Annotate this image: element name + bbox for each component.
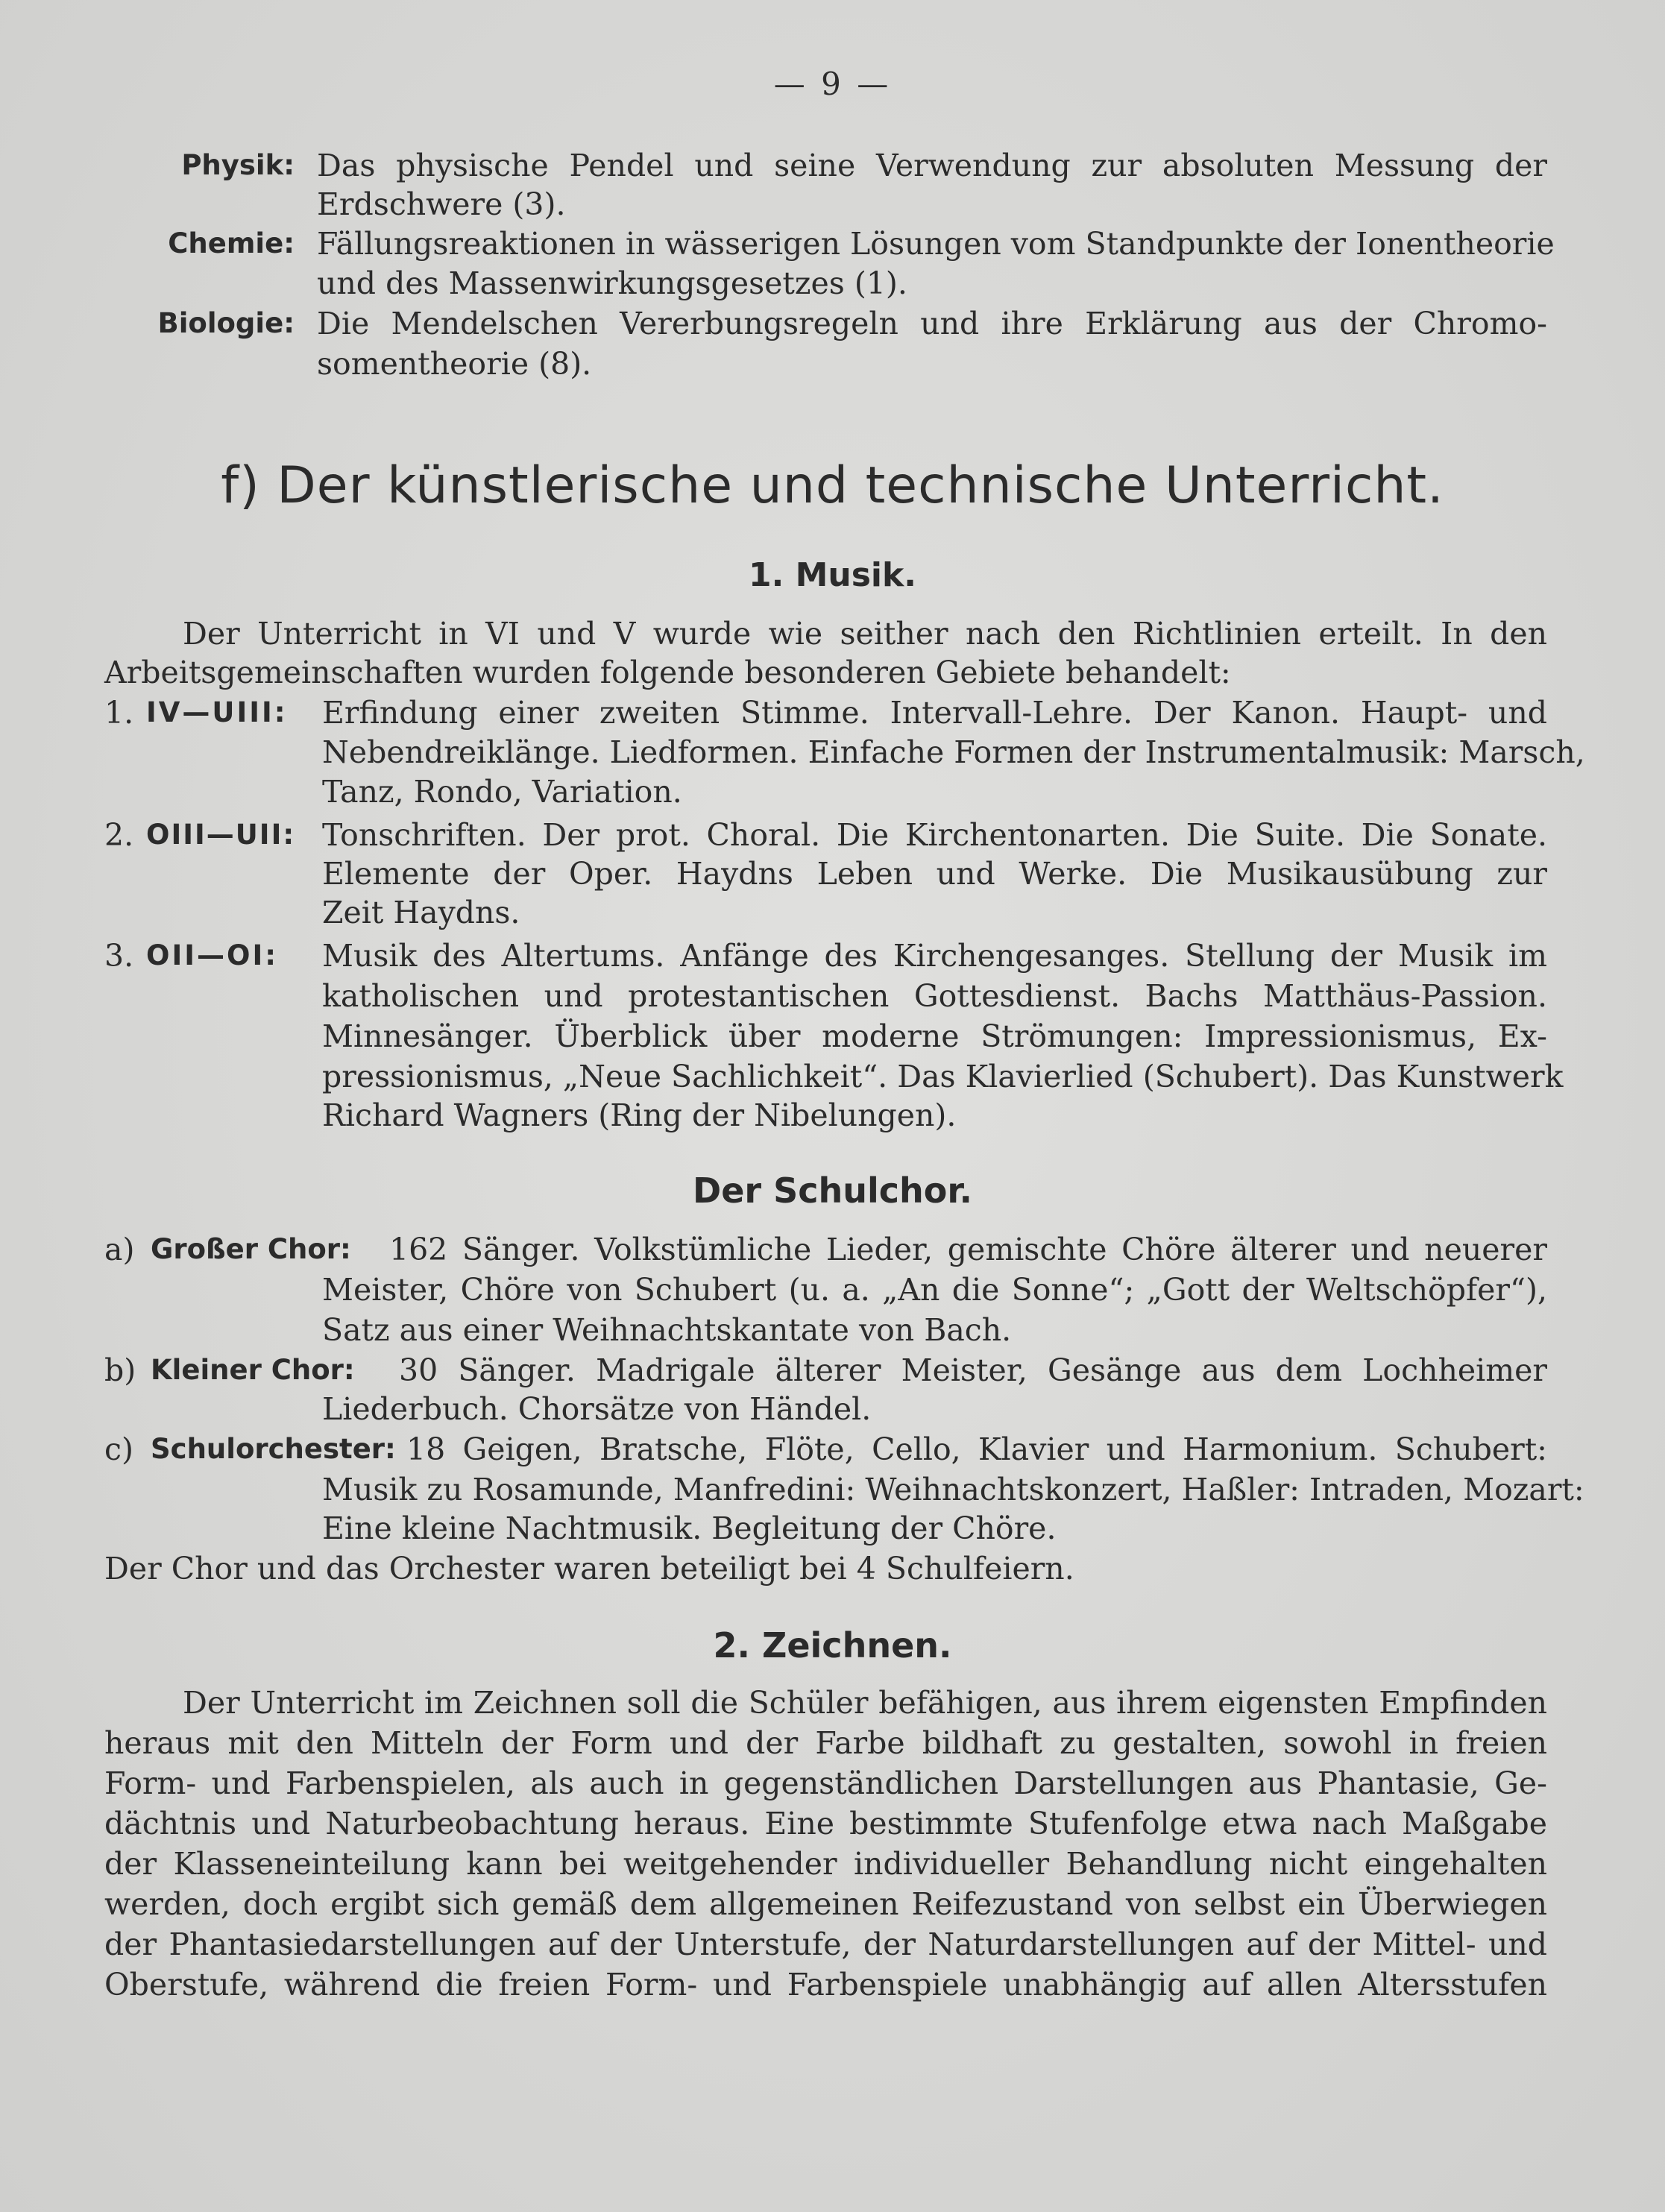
item-text-line: katholischen und protestantischen Gottesdienst. Bachs Matthäus-Passion. xyxy=(322,978,1547,1014)
zeichnen-text-line: der Phantasiedarstellungen auf der Unterstufe, der Naturdarstellungen auf der Mittel- und xyxy=(104,1926,1547,1962)
choir-label: Großer Chor: xyxy=(151,1233,351,1265)
item-text-line: Erfindung einer zweiten Stimme. Intervall-Lehre. Der Kanon. Haupt- und xyxy=(322,695,1547,731)
choir-text-line: 162 Sänger. Volkstümliche Lieder, gemischte Chöre älterer und neuerer xyxy=(389,1232,1547,1267)
choir-label: Schulorchester: xyxy=(151,1433,396,1465)
subject-text-line: und des Massenwirkungsgesetzes (1). xyxy=(317,265,907,301)
zeichnen-text-line: Oberstufe, während die freien Form- und Farbenspiele unabhängig auf allen Altersstufen xyxy=(104,1967,1547,2003)
choir-text-line: 30 Sänger. Madrigale älterer Meister, Gesänge aus dem Lochheimer xyxy=(399,1352,1547,1388)
choir-text-line: Meister, Chöre von Schubert (u. a. „An die Sonne“; „Gott der Weltschöpfer“), xyxy=(322,1272,1547,1308)
item-number: 2. xyxy=(104,817,134,853)
subject-text-line: somentheorie (8). xyxy=(317,346,592,382)
zeichnen-text-line: dächtnis und Naturbeobachtung heraus. Eine bestimmte Stufenfolge etwa nach Maßgabe xyxy=(104,1806,1547,1841)
zeichnen-text-line: Der Unterricht im Zeichnen soll die Schüler befähigen, aus ihrem eigensten Empfinden xyxy=(183,1685,1547,1721)
choir-text-line: Liederbuch. Chorsätze von Händel. xyxy=(322,1391,872,1427)
item-text-line: Elemente der Oper. Haydns Leben und Werke. Die Musikausübung zur xyxy=(322,856,1547,892)
schulchor-heading: Der Schulchor. xyxy=(693,1170,972,1211)
class-range-label: IV—UIII: xyxy=(146,696,288,728)
choir-label: Kleiner Chor: xyxy=(151,1354,355,1386)
musik-intro-line: Arbeitsgemeinschaften wurden folgende besonderen Gebiete behandelt: xyxy=(104,655,1231,690)
item-number: 3. xyxy=(104,938,134,974)
zeichnen-heading: 2. Zeichnen. xyxy=(713,1625,952,1666)
zeichnen-text-line: werden, doch ergibt sich gemäß dem allgemeinen Reifezustand von selbst ein Überwiegen xyxy=(104,1886,1547,1922)
choir-text-line: Satz aus einer Weihnachtskantate von Bach. xyxy=(322,1312,1012,1348)
item-number: c) xyxy=(104,1431,133,1467)
subject-text-line: Fällungsreaktionen in wässerigen Lösungen vom Standpunkte der Ionentheorie xyxy=(317,226,1555,262)
item-number: b) xyxy=(104,1352,136,1388)
zeichnen-text-line: heraus mit den Mitteln der Form und der Farbe bildhaft zu gestalten, sowohl in freien xyxy=(104,1725,1547,1761)
choir-text-line: Eine kleine Nachtmusik. Begleitung der Chöre. xyxy=(322,1510,1057,1546)
item-text-line: Tonschriften. Der prot. Choral. Die Kirchentonarten. Die Suite. Die Sonate. xyxy=(322,817,1547,853)
musik-heading: 1. Musik. xyxy=(748,556,916,594)
item-number: 1. xyxy=(104,695,134,731)
class-range-label: OII—OI: xyxy=(146,939,279,971)
schulchor-closing: Der Chor und das Orchester waren beteiligt bei 4 Schulfeiern. xyxy=(104,1551,1074,1586)
choir-text-line: 18 Geigen, Bratsche, Flöte, Cello, Klavier und Harmonium. Schubert: xyxy=(406,1431,1547,1467)
subject-label-biologie: Biologie: xyxy=(157,307,295,339)
subject-text-line: Erdschwere (3). xyxy=(317,186,566,222)
class-range-label: OIII—UII: xyxy=(146,819,296,851)
page-number: — 9 — xyxy=(773,66,892,102)
item-text-line: Minnesänger. Überblick über moderne Strömungen: Impressionismus, Ex- xyxy=(322,1018,1547,1054)
zeichnen-text-line: Form- und Farbenspielen, als auch in gegenständlichen Darstellungen aus Phantasie, Ge- xyxy=(104,1765,1547,1801)
item-text-line: Tanz, Rondo, Variation. xyxy=(322,774,682,810)
item-text-line: Nebendreiklänge. Liedformen. Einfache Formen der Instrumentalmusik: Marsch, xyxy=(322,734,1585,770)
item-text-line: Zeit Haydns. xyxy=(322,895,520,930)
choir-text-line: Musik zu Rosamunde, Manfredini: Weihnachtskonzert, Haßler: Intraden, Mozart: xyxy=(322,1472,1584,1507)
subject-text-line: Das physische Pendel und seine Verwendung zur absoluten Messung der xyxy=(317,148,1547,183)
item-text-line: Musik des Altertums. Anfänge des Kirchengesanges. Stellung der Musik im xyxy=(322,938,1547,974)
subject-text-line: Die Mendelschen Vererbungsregeln und ihre Erklärung aus der Chromo- xyxy=(317,306,1547,341)
subject-label-physik: Physik: xyxy=(181,149,295,181)
item-number: a) xyxy=(104,1232,135,1267)
musik-intro-line: Der Unterricht in VI und V wurde wie seither nach den Richtlinien erteilt. In den xyxy=(183,616,1547,652)
zeichnen-text-line: der Klasseneinteilung kann bei weitgehender individueller Behandlung nicht eingehalten xyxy=(104,1846,1547,1882)
item-text-line: pressionismus, „Neue Sachlichkeit“. Das Klavierlied (Schubert). Das Kunstwerk xyxy=(322,1059,1564,1094)
section-heading: f) Der künstlerische und technische Unterricht. xyxy=(221,456,1444,515)
item-text-line: Richard Wagners (Ring der Nibelungen). xyxy=(322,1097,957,1133)
subject-label-chemie: Chemie: xyxy=(168,227,295,259)
